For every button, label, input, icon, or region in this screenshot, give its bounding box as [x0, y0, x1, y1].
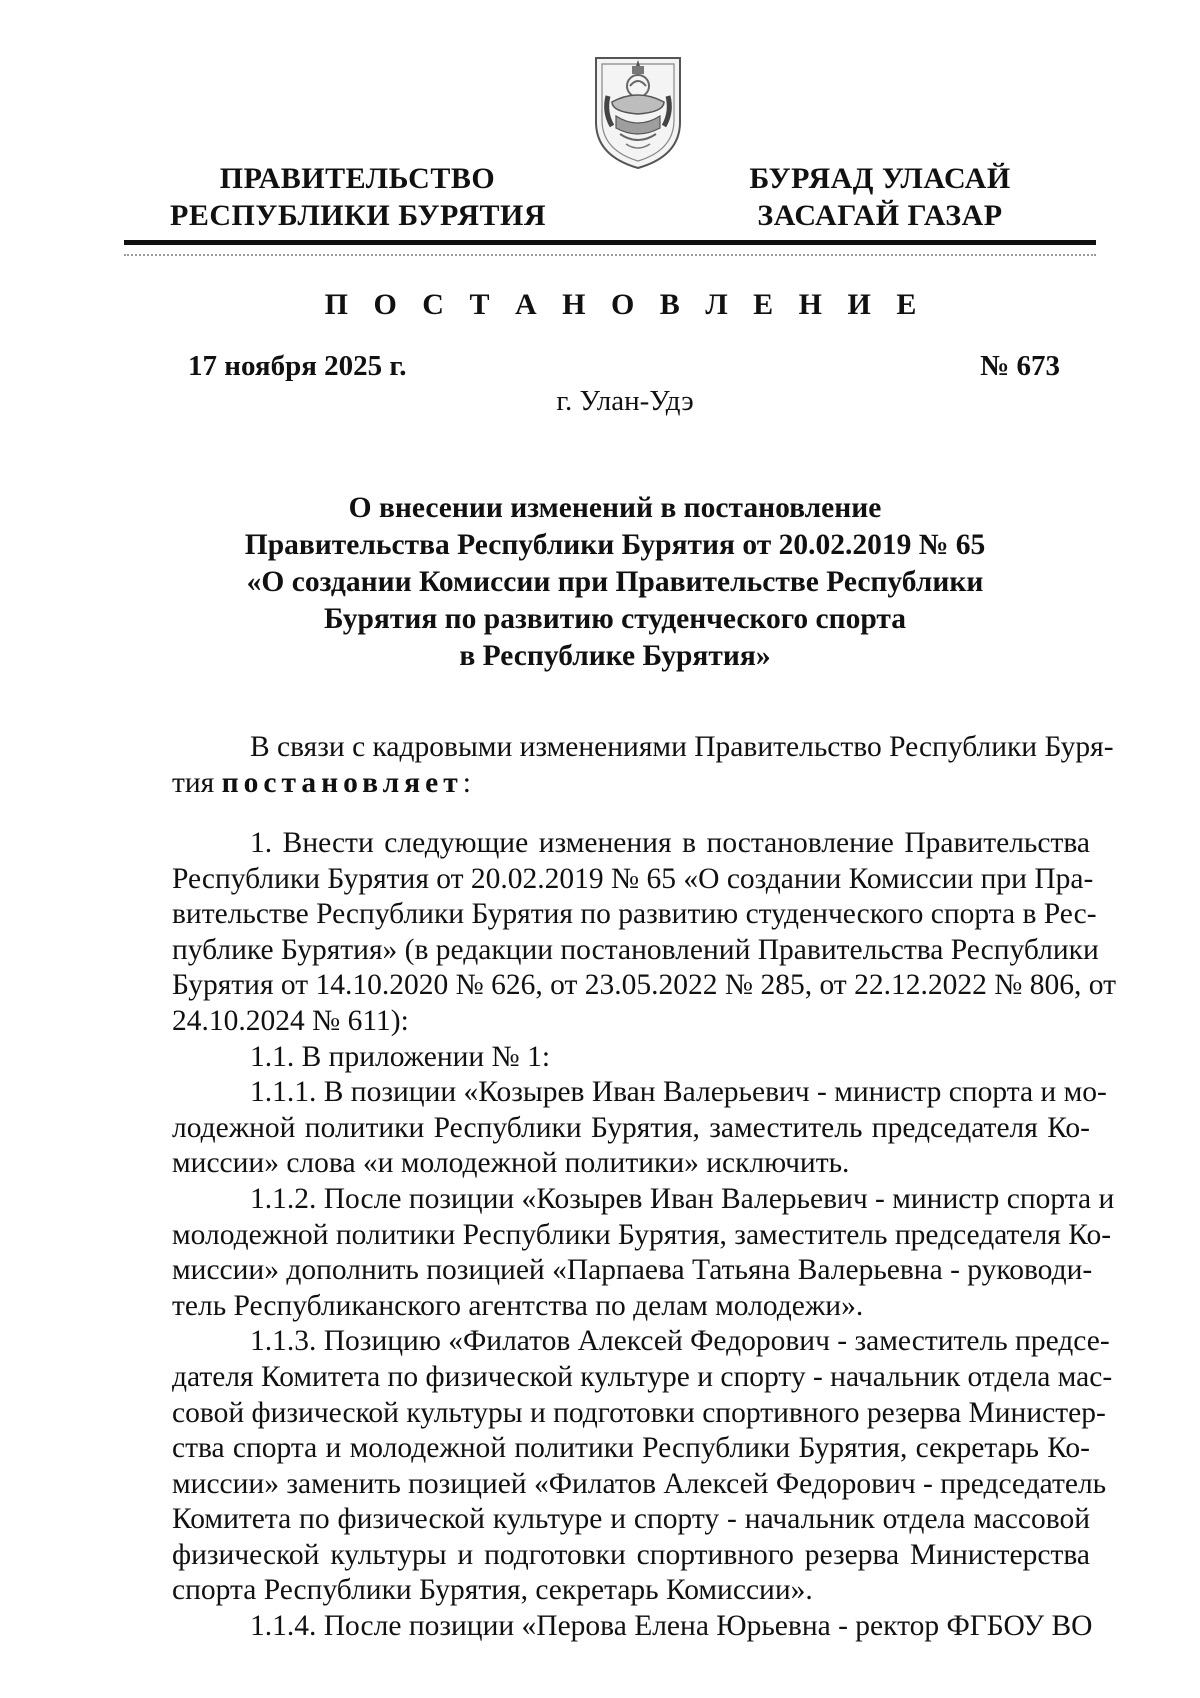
coat-of-arms-icon: [590, 52, 686, 172]
body-line: вительстве Республики Бурятия по развитию студенческого спорта в Рес-: [172, 898, 1097, 931]
body-line: 1.1.2. После позиции «Козырев Иван Валерьевич - министр спорта и: [250, 1182, 1115, 1215]
org-name-line: БУРЯАД УЛАСАЙ: [749, 162, 1011, 195]
body-line: дателя Комитета по физической культуре и спорту - начальник отдела мас-: [172, 1360, 1113, 1393]
body-line: миссии» дополнить позицией «Парпаева Татьяна Валерьевна - руководи-: [172, 1254, 1093, 1287]
body-line: тель Республиканского агентства по делам молодежи».: [172, 1289, 864, 1322]
header-divider-dotted: [124, 254, 1096, 256]
body-line: молодежной политики Республики Бурятия, заместитель председателя Ко-: [172, 1218, 1112, 1251]
title-line: Правительства Республики Бурятия от 20.02.2019 № 65: [244, 529, 986, 561]
body-text: [172, 826, 1116, 1645]
body-line: физической культуры и подготовки спортивного резерва Министерства: [172, 1538, 1090, 1571]
body-line: совой физической культуры и подготовки спортивного резерва Министер-: [172, 1396, 1106, 1429]
body-line: 1. Внести следующие изменения в постановление Правительства: [250, 827, 1090, 859]
body-line: миссии» заменить позицией «Филатов Алексей Федорович - председатель: [172, 1467, 1107, 1500]
body-line: [172, 766, 1090, 802]
body-line: Комитета по физической культуре и спорту - начальник отдела массовой: [172, 1503, 1090, 1536]
org-name-buryat: [740, 160, 1020, 234]
body-line: В связи с кадровыми изменениями Правительство Республики Буря-: [250, 731, 1114, 763]
document-number: № 673: [980, 350, 1060, 382]
header-divider: [124, 240, 1096, 245]
body-line: Республики Бурятия от 20.02.2019 № 65 «О создании Комиссии при Пра-: [172, 862, 1094, 895]
preamble: [172, 730, 1114, 801]
title-line: Бурятия по развитию студенческого спорта: [323, 603, 907, 635]
title-line: в Республике Бурятия»: [459, 640, 771, 672]
body-line: лодежной политики Республики Бурятия, заместитель председателя Ко-: [172, 1111, 1090, 1144]
org-name-line: ЗАСАГАЙ ГАЗАР: [757, 199, 1003, 232]
body-line: спорта Республики Бурятия, секретарь Комиссии».: [172, 1574, 813, 1607]
body-line: Бурятия от 14.10.2020 № 626, от 23.05.2022 № 285, от 22.12.2022 № 806, от: [172, 969, 1116, 1002]
body-line: миссии» слова «и молодежной политики» исключить.: [172, 1147, 850, 1180]
org-name-russian: [170, 160, 545, 234]
body-line: 24.10.2024 № 611):: [172, 1004, 409, 1037]
document-city: г. Улан-Удэ: [556, 385, 694, 417]
body-line: 1.1.3. Позицию «Филатов Алексей Федорович - заместитель предсе-: [250, 1325, 1110, 1358]
preamble-text: :: [462, 766, 471, 799]
document-date: 17 ноября 2025 г.: [188, 350, 407, 382]
org-name-line: РЕСПУБЛИКИ БУРЯТИЯ: [170, 199, 547, 232]
body-line: 1.1. В приложении № 1:: [250, 1040, 551, 1073]
title-line: О внесении изменений в постановление: [348, 492, 882, 524]
org-name-line: ПРАВИТЕЛЬСТВО: [219, 162, 496, 195]
title-line: «О создании Комиссии при Правительстве Республики: [246, 566, 984, 598]
preamble-text: тия: [172, 766, 222, 799]
body-line: 1.1.4. После позиции «Перова Елена Юрьевна - ректор ФГБОУ ВО: [250, 1610, 1093, 1643]
body-line: 1.1.1. В позиции «Козырев Иван Валерьевич - министр спорта и мо-: [250, 1076, 1107, 1109]
body-line: публике Бурятия» (в редакции постановлений Правительства Республики: [172, 933, 1099, 966]
document-title: [170, 490, 1060, 675]
decree-keyword: постановляет: [221, 766, 463, 799]
body-line: ства спорта и молодежной политики Республики Бурятия, секретарь Ко-: [172, 1432, 1090, 1465]
document-type: П О С Т А Н О В Л Е Н И Е: [324, 288, 926, 321]
